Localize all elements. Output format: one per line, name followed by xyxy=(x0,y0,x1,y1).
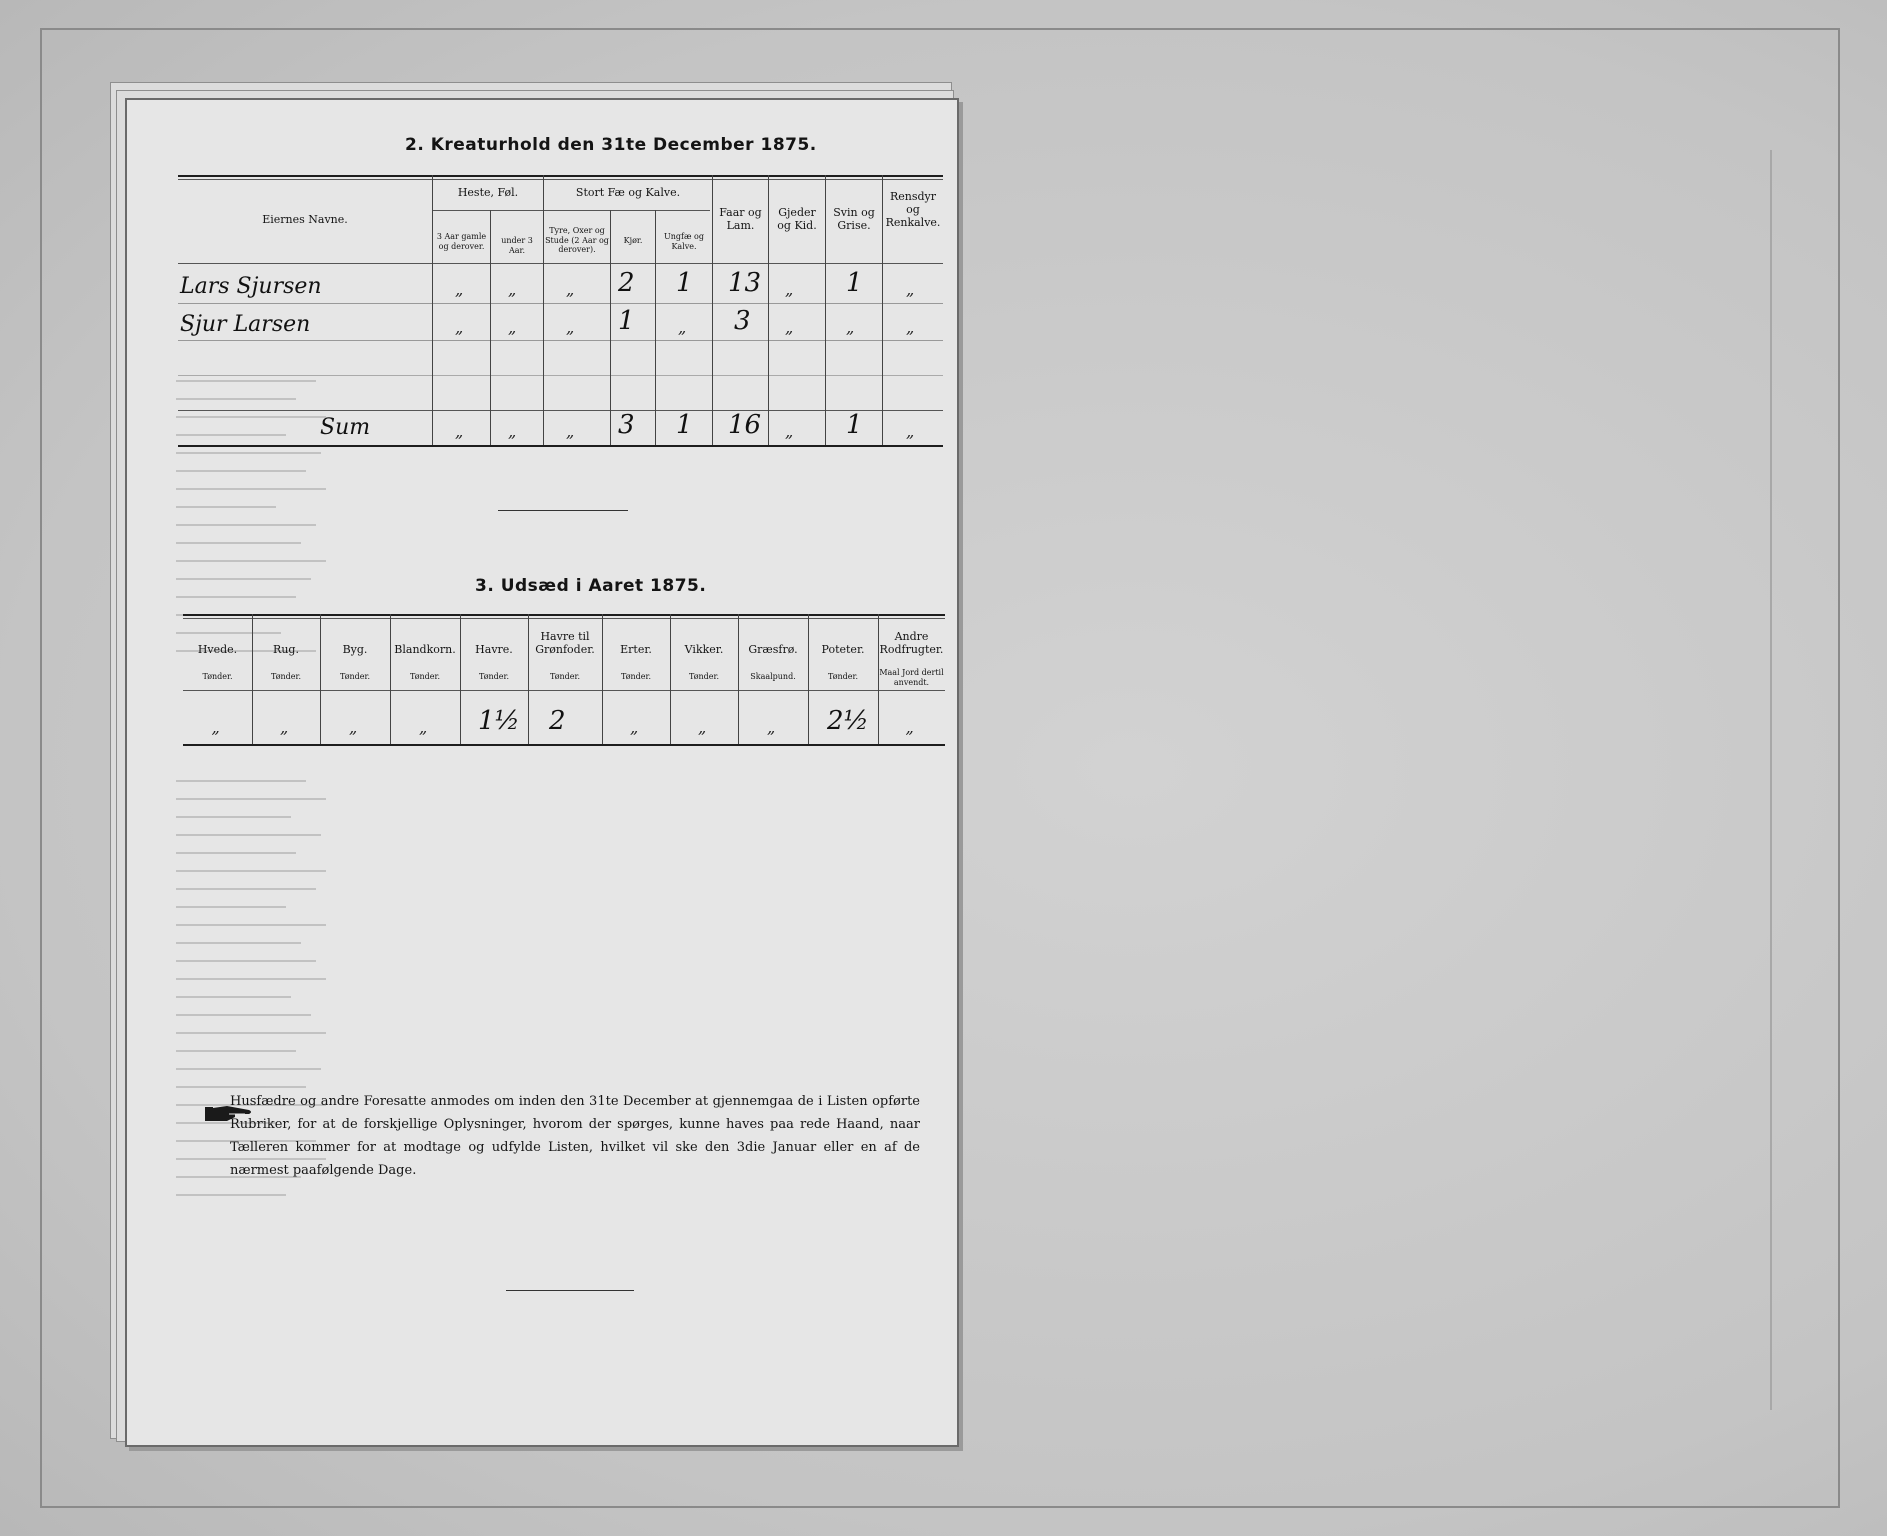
row1-sheep: 13 xyxy=(728,268,762,298)
row1-goats: „ xyxy=(785,280,794,299)
seed-unit-9: Tønder. xyxy=(827,672,859,681)
total-sheep: 16 xyxy=(728,410,762,440)
row1-pigs: 1 xyxy=(846,268,863,298)
col-divider xyxy=(432,175,433,445)
col-divider xyxy=(825,175,826,445)
seed-header-8: Græsfrø. xyxy=(748,643,798,656)
seed-value-7: „ xyxy=(698,718,707,737)
header-horses-3plus: 3 Aar gamle og derover. xyxy=(436,232,487,251)
table3-header-rule xyxy=(183,690,945,691)
seed-header-0: Hvede. xyxy=(197,643,238,656)
seed-value-3: „ xyxy=(419,718,428,737)
seed-value-1: „ xyxy=(280,718,289,737)
row1-bulls: „ xyxy=(566,280,575,299)
table2-row1-rule xyxy=(178,303,943,304)
scan-border-right xyxy=(1838,28,1840,1508)
seed-header-1: Rug. xyxy=(273,643,299,656)
row2-bulls: „ xyxy=(566,318,575,337)
header-horses: Heste, Føl. xyxy=(457,186,519,199)
seed-header-3: Blandkorn. xyxy=(394,643,456,656)
table2-bottom-rule xyxy=(178,445,943,447)
total-bulls: „ xyxy=(566,422,575,441)
header-owner: Eiernes Navne. xyxy=(262,213,348,226)
header-pigs: Svin og Grise. xyxy=(833,206,875,233)
header-reindeer: Rensdyr og Renkalve. xyxy=(885,190,941,230)
row1-horses-3plus: „ xyxy=(455,280,464,299)
seed-unit-2: Tønder. xyxy=(339,672,371,681)
col-divider xyxy=(655,210,656,445)
row2-horses-under3: „ xyxy=(508,318,517,337)
seed-value-9: 2½ xyxy=(827,706,869,736)
header-goats: Gjeder og Kid. xyxy=(777,206,817,233)
row2-horses-3plus: „ xyxy=(455,318,464,337)
total-label: Sum xyxy=(320,415,371,440)
seed-unit-0: Tønder. xyxy=(202,672,233,681)
instruction-notice: Husfædre og andre Foresatte anmodes om inden den 31te December at gjennemgaa de i Listen opførte Rubriker, for at de forskjellige Oplysninger, hvorom der spørges, kunne haves paa rede Haand, naar Tælleren kommer for at modtage og udfylde Listen, hvilket vil ske den 3die Januar eller en af de nærmest paafølgende Dage. xyxy=(230,1094,920,1178)
seed-header-6: Erter. xyxy=(620,643,652,656)
seed-unit-3: Tønder. xyxy=(409,672,441,681)
seed-header-9: Poteter. xyxy=(821,643,865,656)
seed-value-2: „ xyxy=(349,718,358,737)
scan-border-bottom xyxy=(40,1506,1840,1508)
row1-young-cattle: 1 xyxy=(676,268,693,298)
seed-value-4: 1½ xyxy=(478,706,520,736)
scan-border-top xyxy=(40,28,1840,30)
table2-header-rule xyxy=(178,263,943,264)
header-horses-under3: under 3 Aar. xyxy=(501,236,533,255)
table3-bottom-rule xyxy=(183,744,945,746)
section-separator xyxy=(498,510,628,511)
row2-owner-name: Sjur Larsen xyxy=(180,312,311,337)
seed-value-6: „ xyxy=(630,718,639,737)
section2-title: 2. Kreaturhold den 31te December 1875. xyxy=(405,135,817,155)
header-young-cattle: Ungfæ og Kalve. xyxy=(664,232,704,251)
seed-unit-4: Tønder. xyxy=(478,672,510,681)
census-form-page xyxy=(125,98,959,1447)
seed-value-0: „ xyxy=(211,718,220,737)
table2-sum-rule xyxy=(178,410,943,411)
row2-cows: 1 xyxy=(618,306,635,336)
header-cattle: Stort Fæ og Kalve. xyxy=(575,186,681,199)
header-bulls: Tyre, Oxer og Stude (2 Aar og derover). xyxy=(545,226,609,255)
bleed-through-text xyxy=(176,380,344,668)
section3-title: 3. Udsæd i Aaret 1875. xyxy=(475,576,707,596)
seed-unit-1: Tønder. xyxy=(270,672,302,681)
row2-reindeer: „ xyxy=(906,318,915,337)
seed-unit-5: Tønder. xyxy=(549,672,581,681)
total-horses-3plus: „ xyxy=(455,422,464,441)
seed-value-5: 2 xyxy=(549,706,566,736)
seed-header-10: Andre Rodfrugter. xyxy=(879,630,944,657)
total-pigs: 1 xyxy=(846,410,863,440)
seed-unit-10: Maal Jord dertil anvendt. xyxy=(879,668,944,687)
row2-sheep: 3 xyxy=(734,306,751,336)
table2-top-rule xyxy=(178,175,943,177)
total-goats: „ xyxy=(785,422,794,441)
row2-pigs: „ xyxy=(846,318,855,337)
header-sheep: Faar og Lam. xyxy=(719,206,762,233)
seed-unit-7: Tønder. xyxy=(688,672,720,681)
seed-header-7: Vikker. xyxy=(684,643,724,656)
row1-cows: 2 xyxy=(618,268,635,298)
total-horses-under3: „ xyxy=(508,422,517,441)
row1-reindeer: „ xyxy=(906,280,915,299)
seed-header-2: Byg. xyxy=(342,643,368,656)
header-cows: Kjør. xyxy=(623,236,643,245)
horse-group-rule xyxy=(432,210,542,211)
seed-header-5: Havre til Grønfoder. xyxy=(535,630,595,657)
seed-value-8: „ xyxy=(767,718,776,737)
col-divider xyxy=(882,175,883,445)
col-divider xyxy=(768,175,769,445)
total-young-cattle: 1 xyxy=(676,410,693,440)
table2-row3-rule xyxy=(178,375,943,376)
seed-header-4: Havre. xyxy=(475,643,513,656)
seed-value-10: „ xyxy=(905,718,914,737)
row2-young-cattle: „ xyxy=(678,318,687,337)
table3-top-rule xyxy=(183,614,945,616)
row1-horses-under3: „ xyxy=(508,280,517,299)
total-cows: 3 xyxy=(618,410,635,440)
row1-owner-name: Lars Sjursen xyxy=(180,274,322,299)
table3-top-rule-inner xyxy=(183,618,945,619)
row2-goats: „ xyxy=(785,318,794,337)
col-divider xyxy=(610,210,611,445)
col-divider xyxy=(543,175,544,445)
col-divider xyxy=(712,175,713,445)
col-divider xyxy=(490,210,491,445)
closing-separator xyxy=(506,1290,634,1291)
seed-unit-6: Tønder. xyxy=(620,672,652,681)
total-reindeer: „ xyxy=(906,422,915,441)
seed-unit-8: Skaalpund. xyxy=(750,672,796,681)
table2-row2-rule xyxy=(178,340,943,341)
scan-border-left xyxy=(40,28,42,1508)
table2-top-rule-inner xyxy=(178,179,943,180)
facing-page-edge xyxy=(1770,150,1772,1410)
